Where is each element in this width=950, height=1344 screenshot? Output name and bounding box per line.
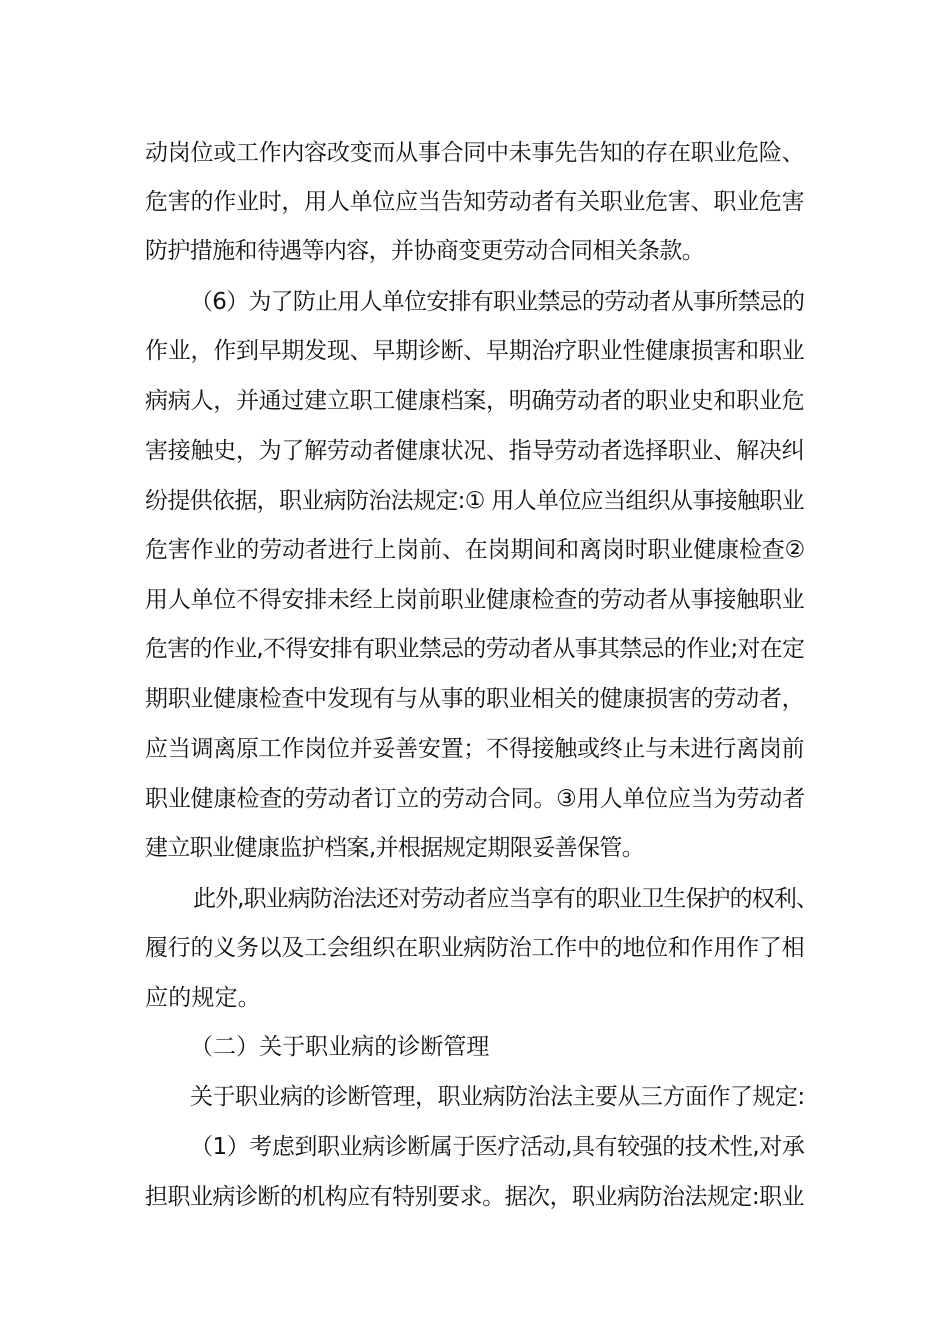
text-line: 期职业健康检查中发现有与从事的职业相关的健康损害的劳动者， — [145, 686, 805, 712]
text-line: 职业健康检查的劳动者订立的劳动合同。③用人单位应当为劳动者 — [145, 786, 806, 812]
text-line: 应当调离原工作岗位并妥善安置；不得接触或终止与未进行离岗前 — [145, 736, 805, 762]
text-line: 建立职业健康监护档案,并根据规定期限妥善保管。 — [145, 835, 645, 861]
text-line: 害接触史，为了解劳动者健康状况、指导劳动者选择职业、解决纠 — [145, 438, 805, 464]
text-line: （1）考虑到职业病诊断属于医疗活动,具有较强的技术性,对承 — [190, 1134, 805, 1160]
text-line: 履行的义务以及工会组织在职业病防治工作中的地位和作用作了相 — [145, 935, 805, 961]
text-line: 危害作业的劳动者进行上岗前、在岗期间和离岗时职业健康检查② — [145, 537, 806, 563]
text-line: 应的规定。 — [145, 985, 261, 1011]
text-line: （6）为了防止用人单位安排有职业禁忌的劳动者从事所禁忌的 — [190, 289, 805, 315]
text-line: 动岗位或工作内容改变而从事合同中未事先告知的存在职业危险、 — [145, 140, 805, 166]
text-line: 作业，作到早期发现、早期诊断、早期治疗职业性健康损害和职业 — [145, 338, 805, 364]
text-line: 危害的作业,不得安排有职业禁忌的劳动者从事其禁忌的作业;对在定 — [145, 636, 805, 662]
text-line: 关于职业病的诊断管理，职业病防治法主要从三方面作了规定: — [190, 1084, 805, 1110]
text-line: 病病人，并通过建立职工健康档案，明确劳动者的职业史和职业危 — [145, 388, 805, 414]
section-heading: （二）关于职业病的诊断管理 — [190, 1034, 490, 1060]
text-line: 危害的作业时，用人单位应当告知劳动者有关职业危害、职业危害 — [145, 189, 805, 215]
text-line: 此外,职业病防治法还对劳动者应当享有的职业卫生保护的权利、 — [193, 886, 819, 912]
text-line: 担职业病诊断的机构应有特别要求。据次，职业病防治法规定:职业 — [145, 1184, 805, 1210]
text-line: 防护措施和待遇等内容，并协商变更劳动合同相关条款。 — [145, 238, 705, 264]
text-line: 纷提供依据，职业病防治法规定:① 用人单位应当组织从事接触职业 — [145, 488, 805, 514]
text-line: 用人单位不得安排未经上岗前职业健康检查的劳动者从事接触职业 — [145, 587, 805, 613]
